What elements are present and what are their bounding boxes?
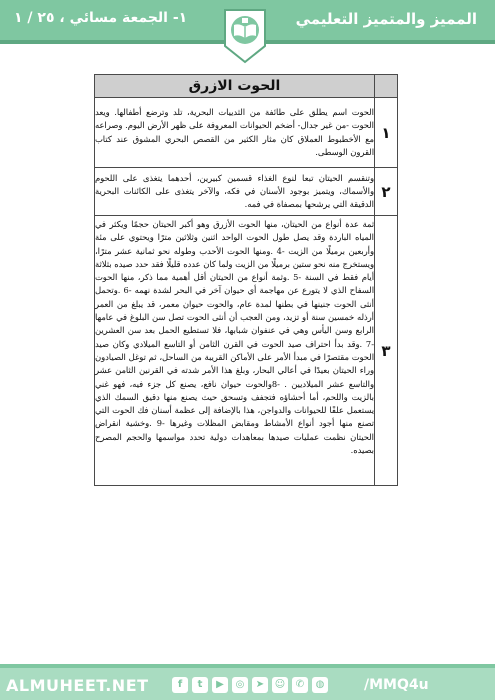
table-row — [95, 168, 398, 216]
row-number: ٣ — [375, 216, 398, 486]
site-link[interactable]: ALMUHEET.NET — [6, 676, 149, 695]
facebook-icon[interactable]: f — [172, 677, 188, 693]
row-number: ١ — [375, 98, 398, 168]
globe-icon[interactable]: ◍ — [312, 677, 328, 693]
table-row — [95, 98, 398, 168]
page-subtitle: ١- الجمعة مسائي ، ٢٥ / ١ — [14, 10, 188, 26]
row-text: الحوت اسم يطلق على طائفة من الثدييات البحرية، تلد وترضع أطفالها. ويعد الحوت -من غير جدال- أضخم الحيوانات المعروفة على ظهر الأرض اليوم. وصراعه مع الأخطبوط العملاق كان مثار الكثير من القصص البحري المشوق عند كتاب القرون الوسطى. — [95, 98, 375, 168]
social-handle[interactable]: /MMQ4u — [364, 677, 429, 693]
logo — [221, 6, 269, 64]
table-title: الحوت الازرق — [95, 75, 375, 98]
content-table — [94, 74, 398, 486]
brand-title: المميز والمتميز التعليمي — [295, 10, 477, 28]
book-logo-icon — [221, 6, 269, 64]
whatsapp-icon[interactable]: ✆ — [292, 677, 308, 693]
youtube-icon[interactable]: ▶ — [212, 677, 228, 693]
telegram-icon[interactable]: ➤ — [252, 677, 268, 693]
social-icons — [172, 677, 328, 693]
twitter-icon[interactable]: t — [192, 677, 208, 693]
row-text: وتنقسم الحيتان تبعا لنوع الغذاء قسمين كبيرين، أحدهما يتغذى على اللحوم والأسماك، ويتميز بوجود الأسنان في فكه، والآخر يتغذى على الكائنات البحرية الدقيقة التي يرشحها بمصفاة في فمه. — [95, 168, 375, 216]
table-row — [95, 216, 398, 486]
row-number: ٢ — [375, 168, 398, 216]
instagram-icon[interactable]: ◎ — [232, 677, 248, 693]
row-text: ثمة عدة أنواع من الحيتان، منها الحوت الأزرق وهو أكبر الحيتان حجمًا ويكثر في المياه الباردة وقد يصل طول الحوت الواحد اثنين وثلاثين مترًا ويحتوي على مئة وأربعين برميلًا من الزيت -4 .ومنها الحوت الأحدب وطوله نحو ثمانية عشر مترًا، ويستخرج منه نحو ستين برميلًا من الزيت ولما كان عدده قليلًا فقد حدد صيده بثلاثة أيام فقط في السنة -5 .وثمة أنواع من الحيتان أقل أهمية مما ذكر، منها الحوت السفاح الذي لا يتورع عن مهاجمة أي حيوان آخر في البحر لشدة نهمه -6 .وتحمل أنثى الحوت جنينها في بطنها لمدة عام، والحوت حيوان معمر، قد يبلغ من العمر أرذله خمسين سنة أو تزيد، ومن العجب أن أنثى الحوت تصل سن البلوغ في عامها الرابع وسن اليأس وهي في عنفوان شبابها، فلا تستطيع الحمل بعد سن العشرين -7 .وقد بدأ احتراف صيد الحوت في القرن الثامن أو التاسع الميلادي وكان صيد الحوت مقتصرًا في مبدأ الأمر على الأماكن القريبة من الساحل، ثم توغل الصيادون وراء الحيتان بعيدًا في أعالي البحار، وبلغ هذا الأمر شدته في القرنين الثامن عشر والتاسع عشر الميلاديين . -8والحوت حيوان نافع، يصنع كل جزء فيه، فهو غني بالزيت واللحم، أما أحشاؤه فتجفف وتسحق حيث يصنع منها دقيق السمك الذي يستعمل علفًا للحيوانات والدواجن، هذا بالإضافة إلى عظمة أسنان فك الحوت التي تصنع منها أجود أنواع الأمشاط ومقابض المظلات وغيرها -9 .وخشية انقراض الحيتان نظمت عمليات صيدها بمعاهدات دولية تحدد مواسمها والحجم المصرح بصيده. — [95, 216, 375, 486]
snapchat-icon[interactable]: ☺ — [272, 677, 288, 693]
table-corner — [375, 75, 398, 98]
